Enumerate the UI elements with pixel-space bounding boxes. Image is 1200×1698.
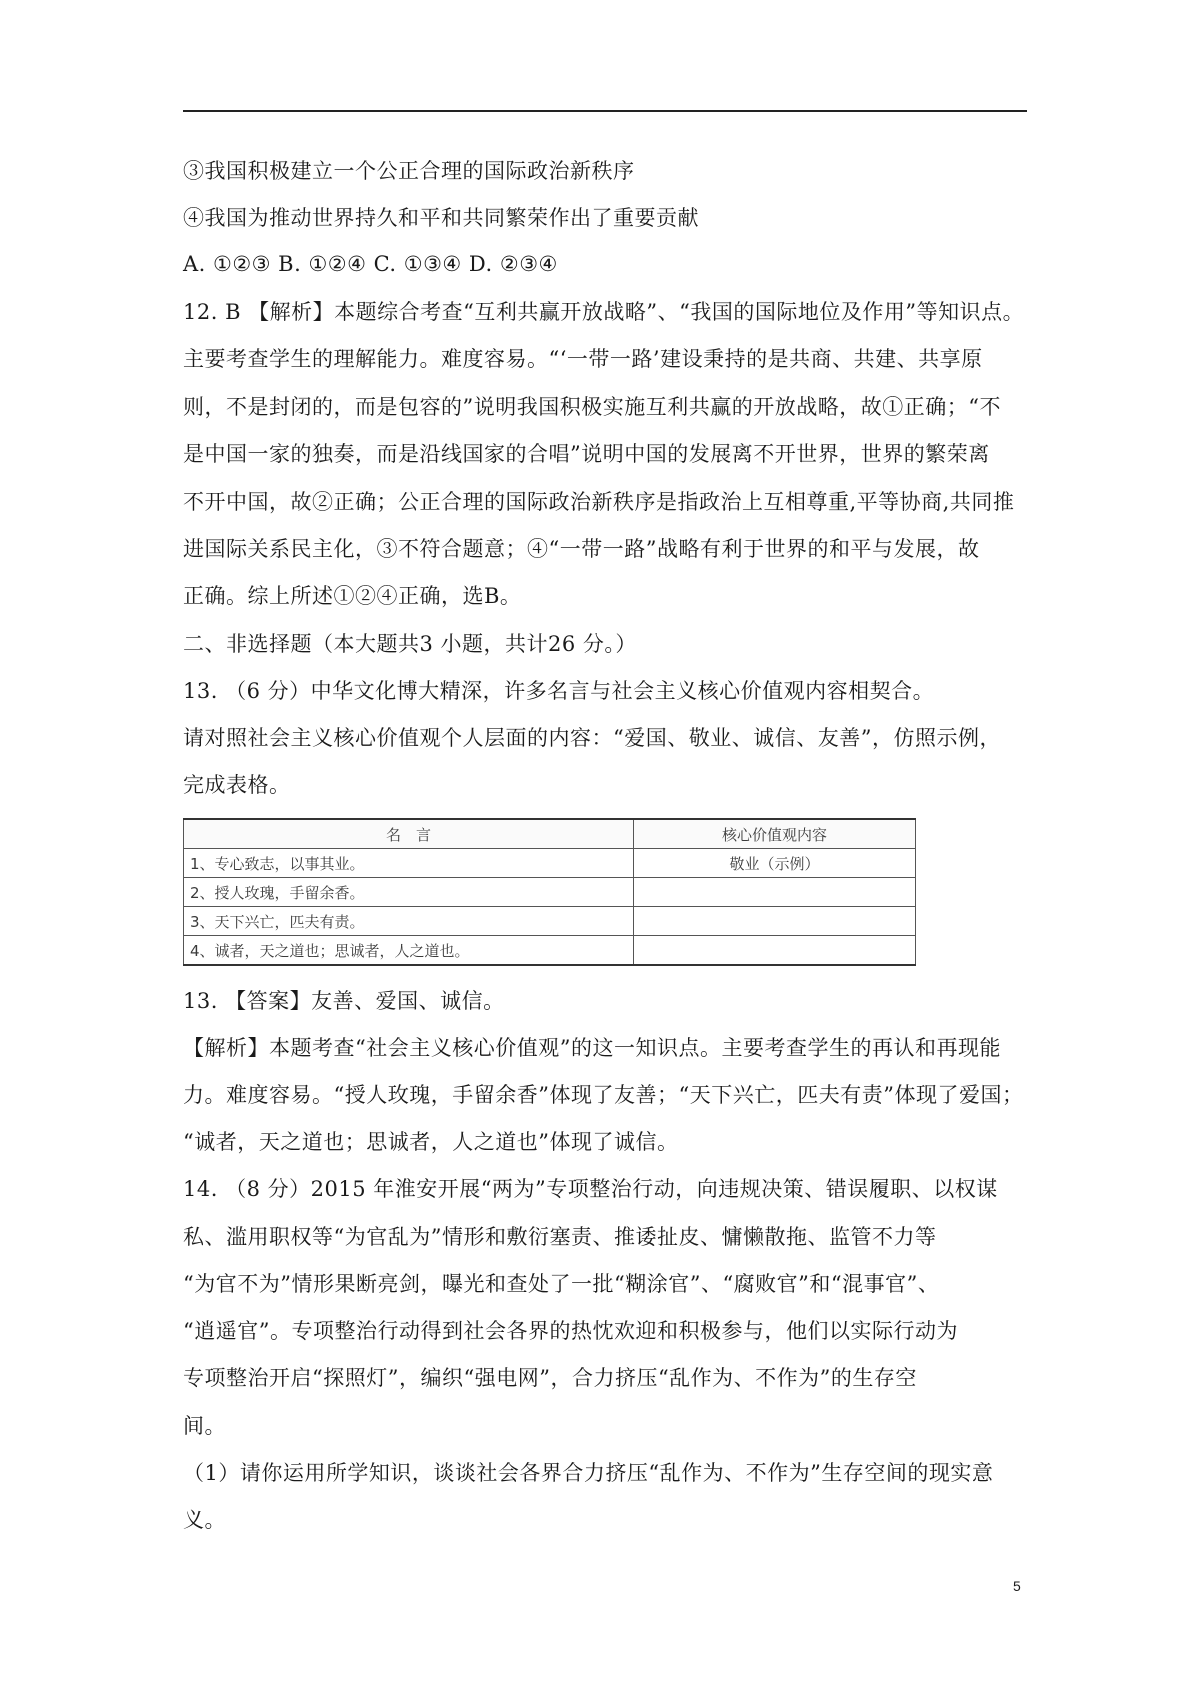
q14-question-line: “为官不为”情形果断亮剑，曝光和查处了一批“糊涂官”、“腐败官”和“混事官”、 xyxy=(183,1272,940,1296)
q12-analysis-line: 进国际关系民主化，③不符合题意；④“一带一路”战略有利于世界的和平与发展，故 xyxy=(183,537,980,561)
section-heading: 二、非选择题（本大题共3 小题，共计26 分。） xyxy=(183,632,637,656)
value-cell xyxy=(634,907,916,936)
q12-analysis-line: 是中国一家的独奏，而是沿线国家的合唱”说明中国的发展离不开世界，世界的繁荣离 xyxy=(183,442,990,466)
table-header-quote: 名 言 xyxy=(184,819,634,849)
quote-cell: 2、授人玫瑰，手留余香。 xyxy=(184,878,634,907)
q12-analysis-line: 正确。综上所述①②④正确，选B。 xyxy=(183,584,522,608)
q14-question-line: “逍遥官”。专项整治行动得到社会各界的热忱欢迎和积极参与，他们以实际行动为 xyxy=(183,1319,958,1343)
value-cell xyxy=(634,878,916,907)
table-row xyxy=(184,907,916,936)
quote-cell: 1、专心致志，以事其业。 xyxy=(184,849,634,878)
quote-values-table xyxy=(183,818,916,966)
option-3-line: ③我国积极建立一个公正合理的国际政治新秩序 xyxy=(183,159,635,183)
q13-answer-line: 13. 【答案】友善、爱国、诚信。 xyxy=(183,989,505,1013)
q14-subquestion-line: （1）请你运用所学知识，谈谈社会各界合力挤压“乱作为、不作为”生存空间的现实意 xyxy=(183,1461,994,1485)
q12-analysis-line: 不开中国，故②正确；公正合理的国际政治新秩序是指政治上互相尊重,平等协商,共同推 xyxy=(183,490,1015,514)
table-row xyxy=(184,849,916,878)
option-4-line: ④我国为推动世界持久和平和共同繁荣作出了重要贡献 xyxy=(183,206,699,230)
table-header-values: 核心价值观内容 xyxy=(634,819,916,849)
q13-question-line: 13. （6 分）中华文化博大精深，许多名言与社会主义核心价值观内容相契合。 xyxy=(183,679,935,703)
table-row xyxy=(184,936,916,966)
q12-analysis-line: 则，不是封闭的，而是包容的”说明我国积极实施互利共赢的开放战略，故①正确；“不 xyxy=(183,395,1001,419)
header-rule xyxy=(183,110,1027,112)
q12-analysis-line: 12. B 【解析】本题综合考查“互利共赢开放战略”、“我国的国际地位及作用”等知识点。 xyxy=(183,300,1025,324)
q14-question-line: 间。 xyxy=(183,1414,226,1438)
q13-question-line: 完成表格。 xyxy=(183,773,291,797)
value-cell xyxy=(634,936,916,966)
q13-question-line: 请对照社会主义核心价值观个人层面的内容：“爱国、敬业、诚信、友善”，仿照示例， xyxy=(183,726,1001,750)
table-row xyxy=(184,878,916,907)
value-cell: 敬业（示例） xyxy=(634,849,916,878)
table-header-row xyxy=(184,819,916,849)
q13-analysis-line: 【解析】本题考查“社会主义核心价值观”的这一知识点。主要考查学生的再认和再现能 xyxy=(183,1036,1001,1060)
page-number: 5 xyxy=(1013,1578,1021,1594)
quote-cell: 3、天下兴亡，匹夫有责。 xyxy=(184,907,634,936)
q14-question-line: 私、滥用职权等“为官乱为”情形和敷衍塞责、推诿扯皮、慵懒散拖、监管不力等 xyxy=(183,1225,937,1249)
q14-subquestion-line: 义。 xyxy=(183,1508,226,1532)
quote-cell: 4、诚者，天之道也；思诚者，人之道也。 xyxy=(184,936,634,966)
answer-choices-line: A. ①②③ B. ①②④ C. ①③④ D. ②③④ xyxy=(183,252,558,276)
q13-analysis-line: “诚者，天之道也；思诚者，人之道也”体现了诚信。 xyxy=(183,1130,679,1154)
q13-analysis-line: 力。难度容易。“授人玫瑰，手留余香”体现了友善；“天下兴亡，匹夫有责”体现了爱国； xyxy=(183,1083,1024,1107)
q12-analysis-line: 主要考查学生的理解能力。难度容易。“‘一带一路’建设秉持的是共商、共建、共享原 xyxy=(183,347,983,371)
q14-question-line: 14. （8 分）2015 年淮安开展“两为”专项整治行动，向违规决策、错误履职、以权谋 xyxy=(183,1177,998,1201)
q14-question-line: 专项整治开启“探照灯”，编织“强电网”，合力挤压“乱作为、不作为”的生存空 xyxy=(183,1366,917,1390)
